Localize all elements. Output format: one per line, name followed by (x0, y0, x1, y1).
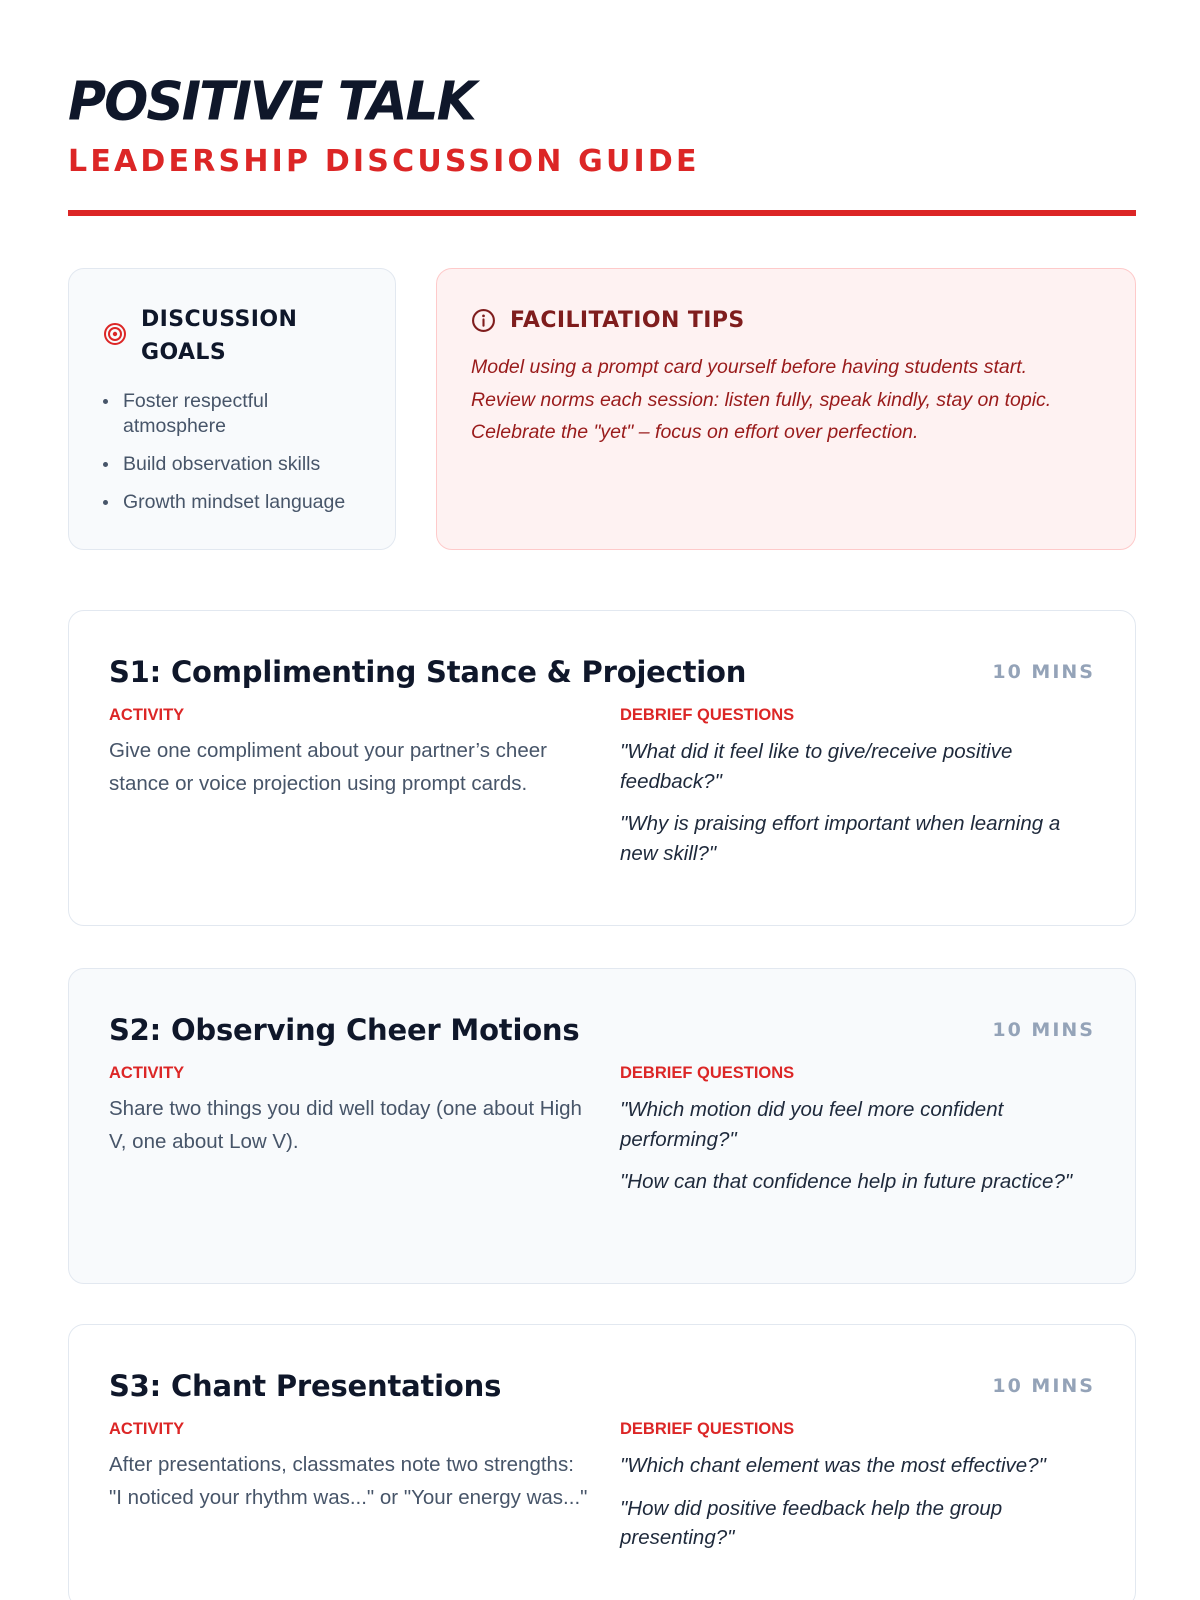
session-columns (109, 1063, 1095, 1197)
debrief-question: "Why is praising effort important when learning a new skill?" (619, 812, 1061, 865)
session-card-2 (68, 968, 1136, 1284)
goals-title-line-1: DISCUSSION (141, 307, 298, 332)
activity-column (109, 705, 620, 868)
debrief-label: DEBRIEF QUESTIONS (619, 1064, 795, 1082)
debrief-questions (620, 1095, 1095, 1197)
session-columns (109, 1419, 1095, 1553)
activity-label: ACTIVITY (109, 1064, 185, 1082)
session-header (109, 1011, 1095, 1049)
session-duration: 10 MINS (992, 1019, 1095, 1041)
goals-list (103, 389, 365, 515)
debrief-column (620, 705, 1095, 868)
debrief-questions (620, 737, 1095, 868)
page-subtitle: LEADERSHIP DISCUSSION GUIDE (68, 144, 700, 179)
activity-label: ACTIVITY (109, 1420, 185, 1438)
header (68, 0, 1132, 216)
tips-body (471, 351, 1101, 449)
debrief-questions (620, 1451, 1095, 1553)
debrief-column (620, 1063, 1095, 1197)
session-title: S3: Chant Presentations (109, 1369, 502, 1403)
session-header (109, 653, 1095, 691)
goals-title-line-2: GOALS (141, 340, 227, 365)
tip-line: Celebrate the "yet" – focus on effort over perfection. (471, 421, 919, 443)
session-columns (109, 705, 1095, 868)
activity-label: ACTIVITY (109, 706, 185, 724)
debrief-question: "Which motion did you feel more confident performing?" (619, 1098, 1004, 1151)
activity-text: Share two things you did well today (one about High V, one about Low V). (109, 1097, 582, 1153)
debrief-question: "What did it feel like to give/receive positive feedback?" (619, 740, 1013, 793)
tips-title: FACILITATION TIPS (510, 307, 745, 333)
info-icon (471, 308, 496, 333)
facilitation-tips-card (436, 268, 1136, 550)
session-card-1 (68, 610, 1136, 926)
debrief-column (620, 1419, 1095, 1553)
session-card-3 (68, 1324, 1136, 1600)
activity-text: After presentations, classmates note two strengths: "I noticed your rhythm was..." or "Your energy was..." (109, 1453, 588, 1509)
activity-text: Give one compliment about your partner’s cheer stance or voice projection using prompt cards. (109, 739, 547, 795)
debrief-label: DEBRIEF QUESTIONS (619, 706, 795, 724)
discussion-goals-card (68, 268, 396, 550)
debrief-question: "Which chant element was the most effective?" (619, 1454, 1046, 1477)
target-icon (103, 322, 127, 346)
tip-line: Review norms each session: listen fully, speak kindly, stay on topic. (471, 388, 1052, 411)
activity-column (109, 1063, 620, 1197)
overview-row (68, 268, 1136, 550)
activity-column (109, 1419, 620, 1553)
header-divider (68, 210, 1136, 216)
goal-item: Build observation skills (103, 452, 365, 477)
session-title: S2: Observing Cheer Motions (109, 1013, 580, 1047)
debrief-question: "How can that confidence help in future practice?" (619, 1170, 1073, 1193)
tip-line: Model using a prompt card yourself before having students start. (471, 356, 1028, 378)
goal-item: Foster respectful atmosphere (103, 389, 365, 439)
session-header (109, 1367, 1095, 1405)
goal-item: Growth mindset language (103, 490, 365, 515)
tips-heading (471, 303, 1101, 337)
session-title: S1: Complimenting Stance & Projection (109, 655, 747, 689)
debrief-label: DEBRIEF QUESTIONS (619, 1420, 795, 1438)
goals-title (141, 303, 297, 369)
page-title: POSITIVE TALK (68, 71, 475, 133)
goals-heading (103, 303, 365, 369)
session-duration: 10 MINS (992, 661, 1095, 683)
session-duration: 10 MINS (992, 1375, 1095, 1397)
debrief-question: "How did positive feedback help the group presenting?" (619, 1496, 1003, 1549)
